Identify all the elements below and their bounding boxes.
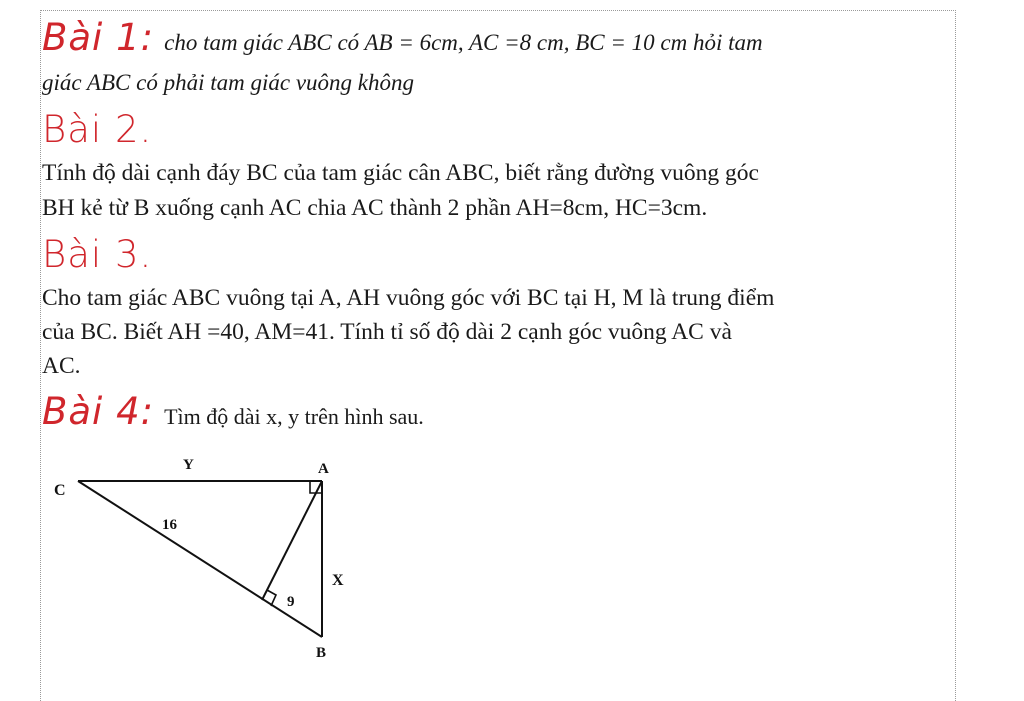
problem-3-text-1: Cho tam giác ABC vuông tại A, AH vuông góc với BC tại H, M là trung điểm — [42, 285, 775, 311]
problem-1-text-2: giác ABC có phải tam giác vuông không — [42, 70, 414, 95]
label-C: C — [54, 482, 66, 499]
problem-3-heading: Bài 3. — [42, 233, 153, 276]
segment-CB — [78, 481, 322, 637]
problem-1-line-1 — [42, 16, 763, 59]
problem-4-heading: Bài 4: — [42, 390, 155, 433]
problem-3-text-2: của BC. Biết AH =40, AM=41. Tính tỉ số độ dài 2 cạnh góc vuông AC và — [42, 319, 732, 345]
label-9: 9 — [287, 594, 295, 610]
problem-1-text-1: cho tam giác ABC có AB = 6cm, AC =8 cm, BC = 10 cm hỏi tam — [164, 30, 763, 55]
problem-1-heading: Bài 1: — [42, 16, 155, 59]
problem-2-heading: Bài 2. — [42, 108, 153, 151]
problem-4-line-1 — [42, 390, 424, 433]
problem-4-text-1: Tìm độ dài x, y trên hình sau. — [164, 404, 424, 429]
label-B: B — [316, 645, 327, 661]
segment-AH — [262, 481, 322, 600]
label-A: A — [318, 461, 329, 477]
problem-2-text-1: Tính độ dài cạnh đáy BC của tam giác cân ABC, biết rằng đường vuông góc — [42, 160, 759, 186]
triangle-figure — [40, 455, 380, 665]
label-16: 16 — [162, 517, 177, 533]
label-y: Y — [183, 457, 194, 473]
problem-3-text-3: AC. — [42, 353, 81, 379]
problem-2-text-2: BH kẻ từ B xuống cạnh AC chia AC thành 2 phần AH=8cm, HC=3cm. — [42, 195, 708, 221]
label-x: X — [332, 572, 344, 589]
